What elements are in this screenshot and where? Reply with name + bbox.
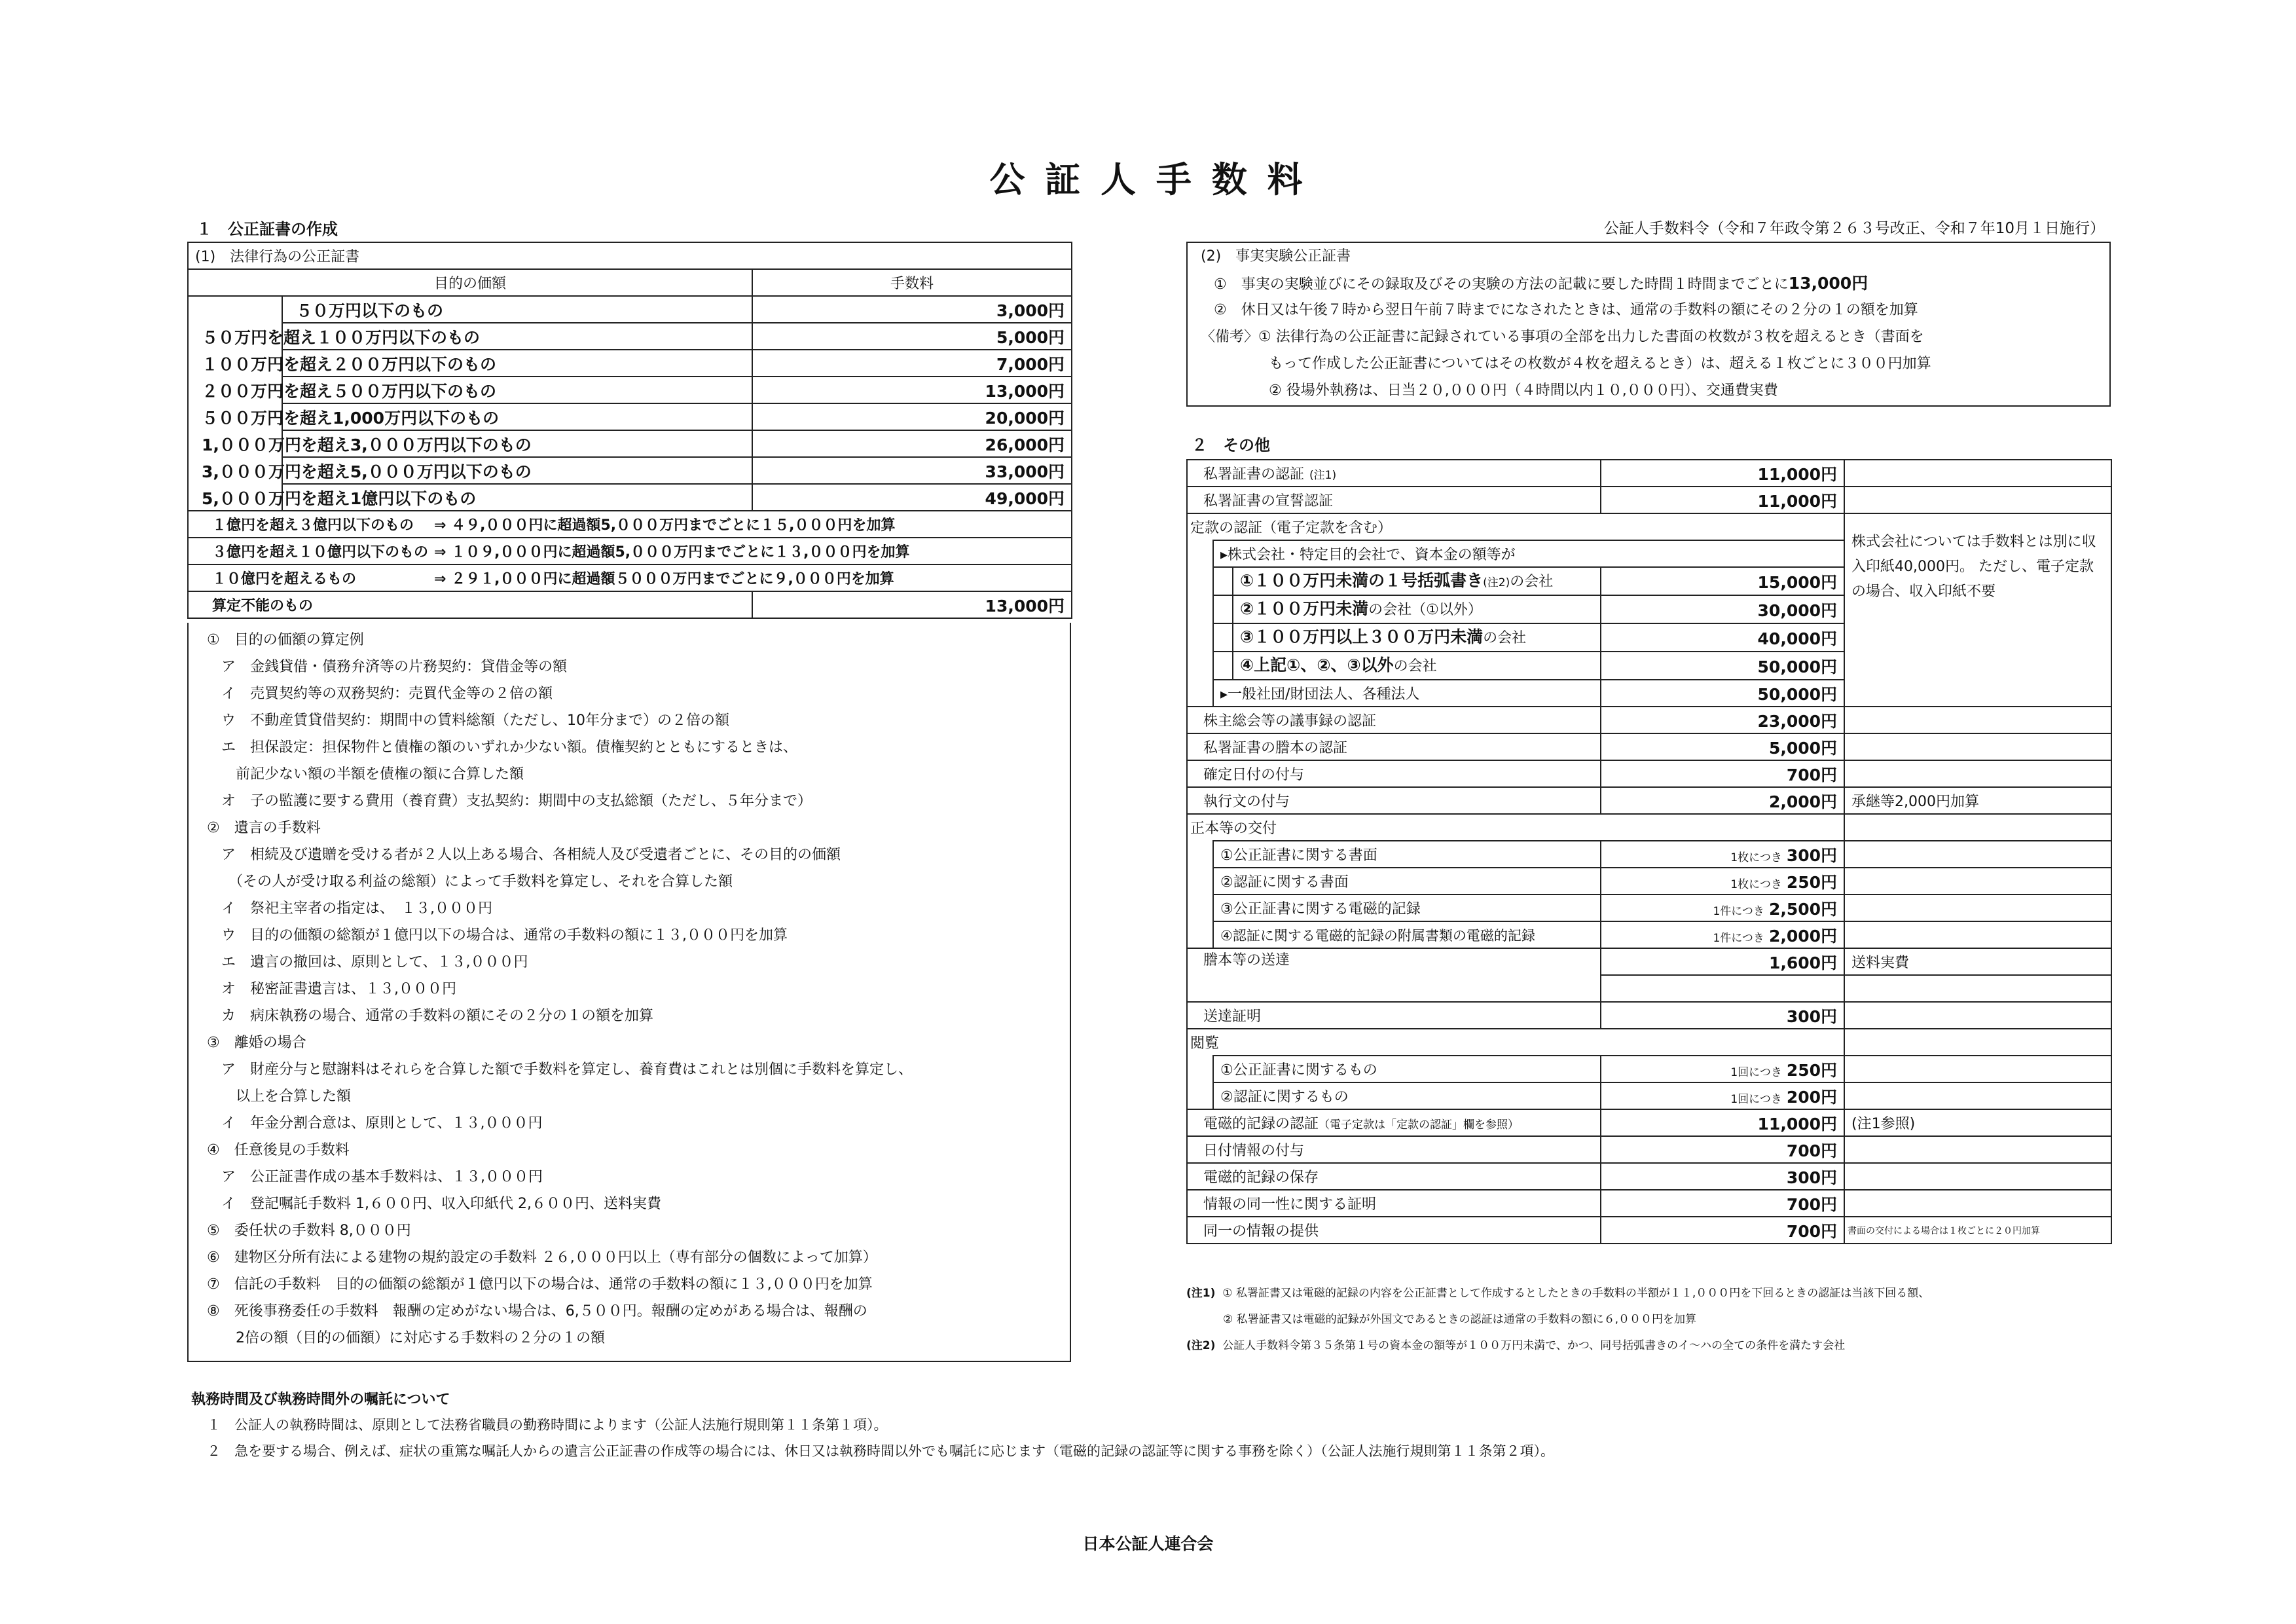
note-line: ① 目的の価額の算定例	[207, 632, 364, 648]
law-reference: 公証人手数料令（令和７年政令第２６３号改正、令和７年10月１日施行）	[1603, 220, 2105, 237]
row-fee: 700円	[1601, 1190, 1844, 1217]
indeterminable-fee: 13,000円	[752, 591, 1072, 618]
fee-row-wide	[188, 511, 1072, 538]
other-fee-row	[1187, 460, 2111, 487]
row-fee: 30,000円	[1601, 595, 1844, 623]
row-fee: 300円	[1601, 1002, 1844, 1029]
row-fee: 50,000円	[1601, 680, 1844, 707]
fee-row-value: 5,000円	[752, 323, 1072, 350]
row-label: ④上記①、②、③以外の会社	[1213, 652, 1601, 680]
row-fee: 1件につき 2,000円	[1601, 921, 1844, 948]
fee-row	[188, 350, 1072, 377]
other-fee-row	[1187, 1109, 2111, 1136]
note-line: ⑦ 信託の手数料 目的の価額の総額が１億円以下の場合は、通常の手数料の額に１３,０００円を加算	[207, 1276, 873, 1293]
row-label: 電磁的記録の保存	[1187, 1163, 1601, 1190]
fee-row-label: 5,０００万円を超え1億円以下のもの	[188, 484, 658, 511]
indeterminable-label: 算定不能のもの	[188, 591, 752, 618]
row-fee: 11,000円	[1601, 460, 1844, 487]
fee-row-value: 7,000円	[752, 350, 1072, 377]
fee-row-label: １００万円を超え２００万円以下のもの	[188, 350, 658, 377]
fee-row-value: 33,000円	[752, 457, 1072, 484]
fee-row	[188, 457, 1072, 484]
note-line: （その人が受け取る利益の総額）によって手数料を算定し、それを合算した額	[207, 874, 733, 890]
row-note: 承継等2,000円加算	[1844, 787, 2111, 814]
column-header-fee: 手数料	[752, 269, 1072, 296]
row-label: ①公正証書に関する書面	[1213, 841, 1601, 868]
fee-row-wide	[188, 538, 1072, 564]
row-label: ②認証に関するもの	[1213, 1082, 1601, 1109]
row-label: 同一の情報の提供	[1187, 1217, 1601, 1244]
fee-row-label: ５０万円を超え１００万円以下のもの	[188, 323, 658, 350]
row-label: ②認証に関する書面	[1213, 868, 1601, 895]
column-header-value: 目的の価額	[188, 269, 752, 296]
footnote-2: (注2) 公証人手数料令第３５条第１号の資本金の額等が１００万円未満で、かつ、同号括弧書きのイ～ハの全ての条件を満たす会社	[1186, 1339, 1846, 1352]
other-fee-row	[1187, 1190, 2111, 1217]
experiment-line-1: ① 事実の実験並びにその録取及びその実験の方法の記載に要した時間１時間までごとに13,000円	[1214, 274, 1868, 293]
organization-name: 日本公証人連合会	[1082, 1534, 1214, 1553]
row-note	[1844, 487, 2111, 513]
wide-row-label: ３億円を超え１０億円以下のもの	[212, 544, 429, 561]
wide-row-rule: ⇒ ２９１,０００円に超過額５０００万円までごとに９,０００円を加算	[434, 571, 894, 587]
note-line: オ 子の監護に要する費用（養育費）支払契約：期間中の支払総額（ただし、５年分まで）	[207, 793, 812, 809]
fee-row-label: 1,０００万円を超え3,０００万円以下のもの	[188, 430, 658, 457]
other-fee-row	[1187, 868, 2111, 895]
fee-row	[188, 377, 1072, 403]
row-fee: 1枚につき 250円	[1601, 868, 1844, 895]
other-fee-row	[1187, 1163, 2111, 1190]
experiment-title: (2) 事実実験公正証書	[1201, 248, 1351, 265]
office-hours-line-1: １ 公証人の執務時間は、原則として法務省職員の勤務時間によります（公証人法施行規則第１１条第１項）。	[207, 1417, 888, 1433]
office-hours-heading: 執務時間及び執務時間外の嘱託について	[191, 1392, 450, 1408]
note-line: ⑥ 建物区分所有法による建物の規約設定の手数料 ２６,０００円以上（専有部分の個数によって加算）	[207, 1249, 877, 1266]
row-label: 私署証書の宣誓認証	[1187, 487, 1601, 513]
fee-row	[188, 484, 1072, 511]
row-label: ▸一般社団/財団法人、各種法人	[1213, 680, 1601, 707]
other-fee-row	[1187, 948, 2111, 975]
note-line: ア 金銭貸借・債務弁済等の片務契約：貸借金等の額	[207, 659, 568, 675]
row-note: 書面の交付による場合は１枚ごとに２０円加算	[1844, 1217, 2111, 1244]
row-fee: 11,000円	[1601, 1109, 1844, 1136]
row-label: 送達証明	[1187, 1002, 1601, 1029]
row-note	[1844, 460, 2111, 487]
row-fee: 23,000円	[1601, 707, 1844, 733]
row-fee: 1回につき 250円	[1601, 1056, 1844, 1082]
other-fee-row	[1187, 513, 2111, 540]
remarks-line-1: 〈備考〉① 法律行為の公正証書に記録されている事項の全部を出力した書面の枚数が３枚を超えるとき（書面を	[1201, 329, 1924, 345]
fee-row	[188, 430, 1072, 457]
note-line: ウ 目的の価額の総額が１億円以下の場合は、通常の手数料の額に１３,０００円を加算	[207, 927, 788, 944]
remarks-line-2: もって作成した公正証書についてはその枚数が４枚を超えるとき）は、超える１枚ごとに３００円加算	[1269, 356, 1931, 372]
row-label: 定款の認証（電子定款を含む）	[1187, 513, 1844, 540]
row-label: ②１００万円未満の会社（①以外）	[1213, 595, 1601, 623]
fee-table-legal-acts	[187, 242, 1072, 619]
office-hours-line-2: ２ 急を要する場合、例えば、症状の重篤な嘱託人からの遺言公正証書の作成等の場合には、休日又は執務時間以外でも嘱託に応じます（電磁的記録の認証等に関する事務を除く）（公証人法施行規則第１１条第２項）。	[207, 1443, 1554, 1459]
note-line: ⑤ 委任状の手数料 8,０００円	[207, 1223, 411, 1239]
note-line: イ 登記嘱託手数料 1,６００円、収入印紙代 2,６００円、送料実費	[207, 1196, 661, 1212]
section-1-heading: １ 公正証書の作成	[196, 220, 338, 238]
row-fee: 300円	[1601, 1163, 1844, 1190]
row-label: 確定日付の付与	[1187, 760, 1601, 787]
fee-row-value: 20,000円	[752, 403, 1072, 430]
fee-row	[188, 403, 1072, 430]
note-line: ④ 任意後見の手数料	[207, 1142, 350, 1158]
factual-experiment-box	[1186, 242, 2111, 407]
row-label: ③公正証書に関する電磁的記録	[1213, 895, 1601, 921]
row-fee: 40,000円	[1601, 623, 1844, 652]
note-line: ③ 離婚の場合	[207, 1035, 306, 1051]
fee-row-value: 49,000円	[752, 484, 1072, 511]
remarks-line-3: ② 役場外執務は、日当２０,０００円（４時間以内１０,０００円）、交通費実費	[1269, 382, 1778, 399]
note-line: オ 秘密証書遺言は、１３,０００円	[207, 981, 456, 997]
note-line: エ 担保設定：担保物件と債権の額のいずれか少ない額。債権契約とともにするときは、	[207, 739, 798, 756]
wide-row-rule: ⇒ ４９,０００円に超過額5,０００万円までごとに１５,０００円を加算	[434, 517, 896, 534]
row-label: 株主総会等の議事録の認証	[1187, 707, 1601, 733]
other-fee-row	[1187, 1217, 2111, 1244]
other-fee-row	[1187, 1056, 2111, 1082]
fee-row-value: 26,000円	[752, 430, 1072, 457]
fee-row-indeterminable	[188, 591, 1072, 618]
row-fee: 1枚につき 300円	[1601, 841, 1844, 868]
fee-row-label: ５００万円を超え1,000万円以下のもの	[188, 403, 658, 430]
row-fee: 700円	[1601, 1136, 1844, 1163]
row-label: 正本等の交付	[1187, 814, 1844, 841]
experiment-line-2: ② 休日又は午後７時から翌日午前７時までになされたときは、通常の手数料の額にその２分の１の額を加算	[1214, 302, 1918, 318]
note-line: イ 年金分割合意は、原則として、１３,０００円	[207, 1115, 543, 1132]
page-title: 公 証 人 手 数 料	[989, 159, 1307, 200]
other-fee-row	[1187, 895, 2111, 921]
note-line: ア 公正証書作成の基本手数料は、１３,０００円	[207, 1169, 543, 1185]
row-fee: 1件につき 2,500円	[1601, 895, 1844, 921]
wide-row-label: １億円を超え３億円以下のもの	[212, 517, 414, 534]
other-fee-row	[1187, 814, 2111, 841]
subsection-1-1-title: (1) 法律行為の公正証書	[188, 242, 1072, 269]
row-label: 日付情報の付与	[1187, 1136, 1601, 1163]
row-label: ①１００万円未満の１号括弧書き(注2)の会社	[1213, 567, 1601, 595]
fee-row-wide	[188, 564, 1072, 591]
row-label: 私署証書の謄本の認証	[1187, 733, 1601, 760]
other-fee-row	[1187, 733, 2111, 760]
row-fee: 2,000円	[1601, 787, 1844, 814]
fee-row	[188, 296, 1072, 323]
fee-row-label: ２００万円を超え５００万円以下のもの	[188, 377, 658, 403]
other-fee-row	[1187, 1029, 2111, 1056]
row-note: (注1参照)	[1844, 1109, 2111, 1136]
row-label: ③１００万円以上３００万円未満の会社	[1213, 623, 1601, 652]
row-fee: 11,000円	[1601, 487, 1844, 513]
row-fee: 15,000円	[1601, 567, 1844, 595]
other-fee-row	[1187, 841, 2111, 868]
row-fee: 700円	[1601, 760, 1844, 787]
fee-table-other	[1186, 459, 2112, 1244]
fee-row-value: 13,000円	[752, 377, 1072, 403]
note-line: ア 相続及び遺贈を受ける者が２人以上ある場合、各相続人及び受遺者ごとに、その目的の価額	[207, 847, 841, 863]
row-label: ④認証に関する電磁的記録の附属書類の電磁的記録	[1213, 921, 1601, 948]
note-line: ウ 不動産賃貸借契約：期間中の賃料総額（ただし、10年分まで）の２倍の額	[207, 712, 729, 729]
other-fee-row	[1187, 1002, 2111, 1029]
row-label: 謄本等の送達	[1187, 948, 1601, 975]
row-fee: 1回につき 200円	[1601, 1082, 1844, 1109]
note-line: イ 祭祀主宰者の指定は、 １３,０００円	[207, 900, 492, 917]
other-fee-row	[1187, 1082, 2111, 1109]
valuation-notes	[187, 623, 1071, 1362]
fee-row-value: 3,000円	[752, 296, 1072, 323]
articles-note: 株式会社については手数料とは別に収入印紙40,000円。 ただし、電子定款の場合、収入印紙不要	[1844, 513, 2111, 707]
fee-row	[188, 323, 1072, 350]
row-fee: 5,000円	[1601, 733, 1844, 760]
other-fee-row	[1187, 921, 2111, 948]
other-fee-row	[1187, 707, 2111, 733]
row-label: ①公正証書に関するもの	[1213, 1056, 1601, 1082]
row-label: 閲覧	[1187, 1029, 1844, 1056]
row-fee: 50,000円	[1601, 652, 1844, 680]
fee-row-label: ５０万円以下のもの	[145, 296, 615, 323]
row-note: 送料実費	[1844, 948, 2111, 975]
note-line: ⑧ 死後事務委任の手数料 報酬の定めがない場合は、6,５００円。報酬の定めがある場合は、報酬の	[207, 1303, 867, 1320]
note-line: ② 遺言の手数料	[207, 820, 321, 836]
fee-row-label: 3,０００万円を超え5,０００万円以下のもの	[188, 457, 658, 484]
footnote-1b: ② 私署証書又は電磁的記録が外国文であるときの認証は通常の手数料の額に６,０００円を加算	[1223, 1313, 1697, 1326]
row-label: 私署証書の認証 (注1)	[1187, 460, 1601, 487]
footnote-1: (注1) ① 私署証書又は電磁的記録の内容を公正証書として作成するとしたときの手数料の半額が１１,０００円を下回るときの認証は当該下回る額、	[1186, 1287, 1930, 1300]
row-label: 執行文の付与	[1187, 787, 1601, 814]
note-line: 2倍の額（目的の価額）に対応する手数料の２分の１の額	[207, 1330, 605, 1346]
note-line: エ 遺言の撤回は、原則として、１３,０００円	[207, 954, 528, 970]
row-fee: 1,600円	[1601, 948, 1844, 975]
wide-row-rule: ⇒ １０９,０００円に超過額5,０００万円までごとに１３,０００円を加算	[434, 544, 910, 561]
row-label: 電磁的記録の認証（電子定款は「定款の認証」欄を参照）	[1187, 1109, 1601, 1136]
row-label: ▸株式会社・特定目的会社で、資本金の額等が	[1213, 540, 1844, 567]
other-fee-row	[1187, 787, 2111, 814]
experiment-hourly-fee: 13,000円	[1788, 274, 1868, 293]
wide-row-label: １０億円を超えるもの	[212, 571, 357, 587]
row-fee: 700円	[1601, 1217, 1844, 1244]
note-line: 以上を合算した額	[207, 1088, 352, 1105]
row-label: 情報の同一性に関する証明	[1187, 1190, 1601, 1217]
other-fee-row	[1187, 1136, 2111, 1163]
note-line: ア 財産分与と慰謝料はそれらを合算した額で手数料を算定し、養育費はこれとは別個に手数料を算定し、	[207, 1061, 913, 1078]
section-2-heading: ２ その他	[1192, 436, 1270, 454]
note-line: 前記少ない額の半額を債権の額に合算した額	[207, 766, 524, 783]
other-fee-row	[1187, 760, 2111, 787]
note-line: イ 売買契約等の双務契約：売買代金等の２倍の額	[207, 686, 553, 702]
note-line: カ 病床執務の場合、通常の手数料の額にその２分の１の額を加算	[207, 1008, 654, 1024]
other-fee-row	[1187, 487, 2111, 513]
